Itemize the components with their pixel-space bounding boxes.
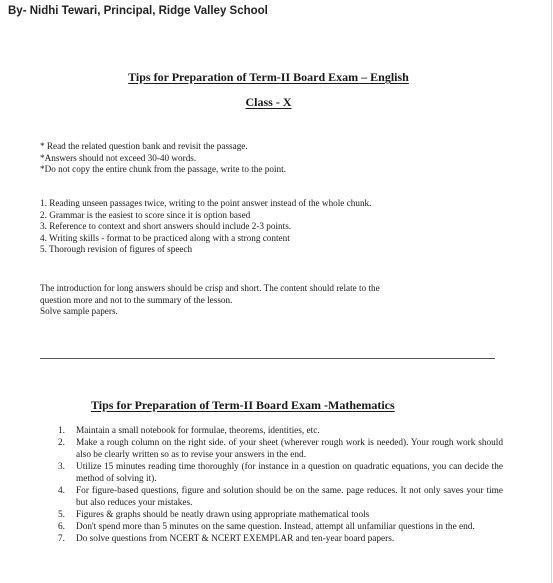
- english-tip: 2. Grammar is the easiest to score since it is option based: [40, 209, 251, 220]
- english-numbered-tips: [40, 198, 510, 256]
- tip-text: Figures & graphs should be neatly drawn using appropriate mathematical tools: [76, 510, 370, 520]
- english-tip: 4. Writing skills - format to be practiced along with a strong content: [40, 232, 290, 243]
- maths-tip: [58, 521, 503, 533]
- author-header: By- Nidhi Tewari, Principal, Ridge Valley School: [8, 5, 268, 17]
- tip-text: Do solve questions from NCERT & NCERT EXEMPLAR and ten-year board papers.: [76, 534, 395, 544]
- maths-tip: [58, 461, 503, 485]
- maths-tip: [58, 509, 503, 521]
- tip-text: Utilize 15 minutes reading time thoroughly (for instance in a question on quadratic equations, you can decide the method of solving it).: [76, 462, 503, 484]
- class-label: Class - X: [245, 95, 292, 109]
- tip-number: 2.: [58, 438, 65, 448]
- section-divider: [40, 358, 495, 359]
- passage-tips: [40, 141, 510, 176]
- maths-tips-list: [58, 425, 503, 545]
- tip-text: Maintain a small notebook for formulae, theorems, identities, etc.: [76, 426, 320, 436]
- tip-text: For figure-based questions, figure and solution should be on the same. page reduces. It not only saves your time but also reduces your mistakes.: [76, 486, 503, 508]
- tip-number: 3.: [58, 462, 65, 472]
- maths-tip: [58, 425, 503, 437]
- tip-number: 6.: [58, 522, 65, 532]
- closing-line: question more and not to the summary of the lesson.: [40, 294, 233, 305]
- english-closing: [40, 283, 510, 318]
- english-tip: 5. Thorough revision of figures of speech: [40, 244, 193, 254]
- tip-text: Don't spend more than 5 minutes on the same question. Instead, attempt all unfamiliar questions in the end.: [76, 522, 475, 532]
- maths-tip: [58, 533, 503, 545]
- passage-tip: *Answers should not exceed 30-40 words.: [40, 152, 197, 163]
- tip-number: 1.: [58, 426, 65, 436]
- passage-tip: * Read the related question bank and revisit the passage.: [40, 141, 248, 151]
- maths-title: Tips for Preparation of Term-II Board Exam -Mathematics: [91, 398, 395, 412]
- tip-number: 7.: [58, 534, 65, 544]
- english-title: Tips for Preparation of Term-II Board Exam – English: [128, 70, 409, 84]
- english-tip: 1. Reading unseen passages twice, writing to the point answer instead of the whole chunk.: [40, 198, 372, 208]
- tip-number: 5.: [58, 510, 65, 520]
- maths-tip: [58, 437, 503, 461]
- maths-tip: [58, 485, 503, 509]
- passage-tip: *Do not copy the entire chunk from the passage, write to the point.: [40, 164, 286, 174]
- closing-line: Solve sample papers.: [40, 306, 118, 316]
- closing-line: The introduction for long answers should be crisp and short. The content should relate to the: [40, 283, 380, 293]
- tip-number: 4.: [58, 486, 65, 496]
- english-tip: 3. Reference to context and short answers should include 2-3 points.: [40, 221, 292, 231]
- tip-text: Make a rough column on the right side. of your sheet (wherever rough work is needed). Your rough work should also be clearly written so as to revise your answers in the end.: [76, 438, 503, 460]
